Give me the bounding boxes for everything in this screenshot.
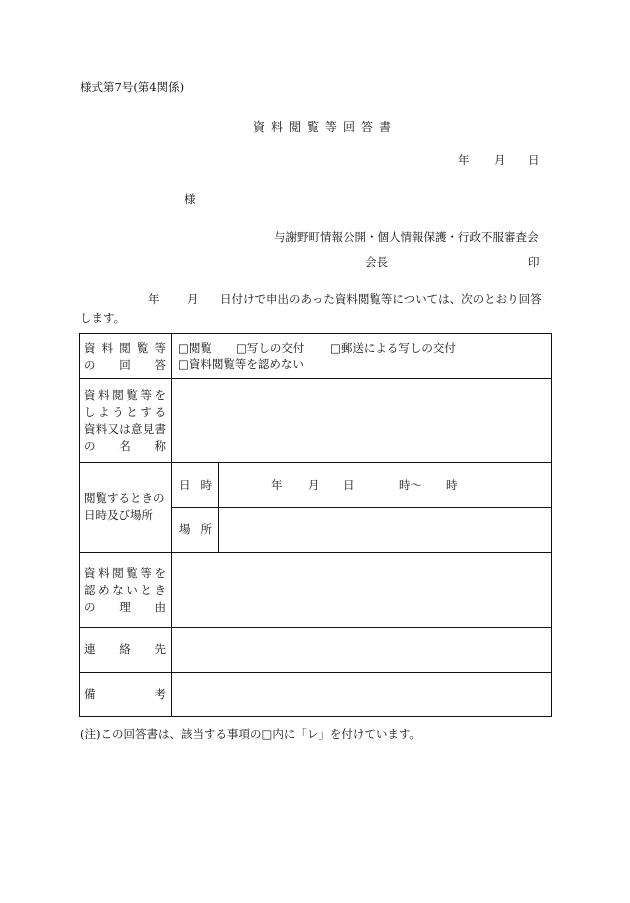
intro-text-line1: 日付けで申出のあった資料閲覧等については、次のとおり回答 xyxy=(220,292,542,306)
row-contact-label: 連 絡 先 xyxy=(84,642,166,656)
contact-field[interactable] xyxy=(172,628,551,672)
datetime-hour-to: 時 xyxy=(446,478,458,492)
date-day-label: 日 xyxy=(528,153,540,167)
form-number: 様式第7号(第4関係) xyxy=(80,80,185,94)
intro-text-line2: します。 xyxy=(80,311,126,325)
intro-year: 年 xyxy=(148,292,160,306)
remarks-field[interactable] xyxy=(172,673,551,716)
row-material-label: 資 料 閲 覧 等 を し よ う と す る 資 料 又 は 意 見 書 の 名 称 xyxy=(84,388,166,453)
row-divider xyxy=(79,462,552,463)
place-label: 場 所 xyxy=(179,522,212,536)
addressee-suffix: 様 xyxy=(184,192,196,206)
datetime-day: 日 xyxy=(343,478,355,492)
row-when-label: 閲覧するときの 日時及び場所 xyxy=(84,491,165,522)
intro-month: 月 xyxy=(187,292,199,306)
row-remarks-label: 備 考 xyxy=(84,687,166,701)
date-month-label: 月 xyxy=(494,153,506,167)
row-reason-label: 資 料 閲 覧 等 を 認 め な い と き の 理 由 xyxy=(84,566,166,614)
option-mail-copy-checkbox[interactable]: □郵送による写しの交付 xyxy=(330,341,456,355)
datetime-month: 月 xyxy=(308,478,320,492)
table-border-left xyxy=(79,333,80,717)
table-border-right xyxy=(551,333,552,717)
date-year-label: 年 xyxy=(458,153,470,167)
option-copy-checkbox[interactable]: □写しの交付 xyxy=(236,341,305,355)
place-field[interactable] xyxy=(219,508,551,552)
datetime-year: 年 xyxy=(271,478,283,492)
material-name-field[interactable] xyxy=(172,379,551,462)
table-border-bottom xyxy=(79,716,552,717)
datetime-hour-from: 時～ xyxy=(399,478,422,492)
datetime-label: 日 時 xyxy=(179,478,212,492)
seal-mark: 印 xyxy=(528,255,540,269)
document-title: 資料閲覧等回答書 xyxy=(253,120,398,134)
reason-field[interactable] xyxy=(172,553,551,627)
row-answer-label: 資 料 閲 覧 等 の 回 答 xyxy=(84,341,166,372)
option-view-checkbox[interactable]: □閲覧 xyxy=(178,341,212,355)
issuer-chair: 会長 xyxy=(365,255,388,269)
table-border-top xyxy=(79,333,552,334)
footnote: (注)この回答書は、該当する事項の□内に「レ」を付けています。 xyxy=(80,727,421,741)
option-deny-checkbox[interactable]: □資料閲覧等を認めない xyxy=(178,357,304,371)
issuer-committee: 与謝野町情報公開・個人情報保護・行政不服審査会 xyxy=(274,230,539,244)
